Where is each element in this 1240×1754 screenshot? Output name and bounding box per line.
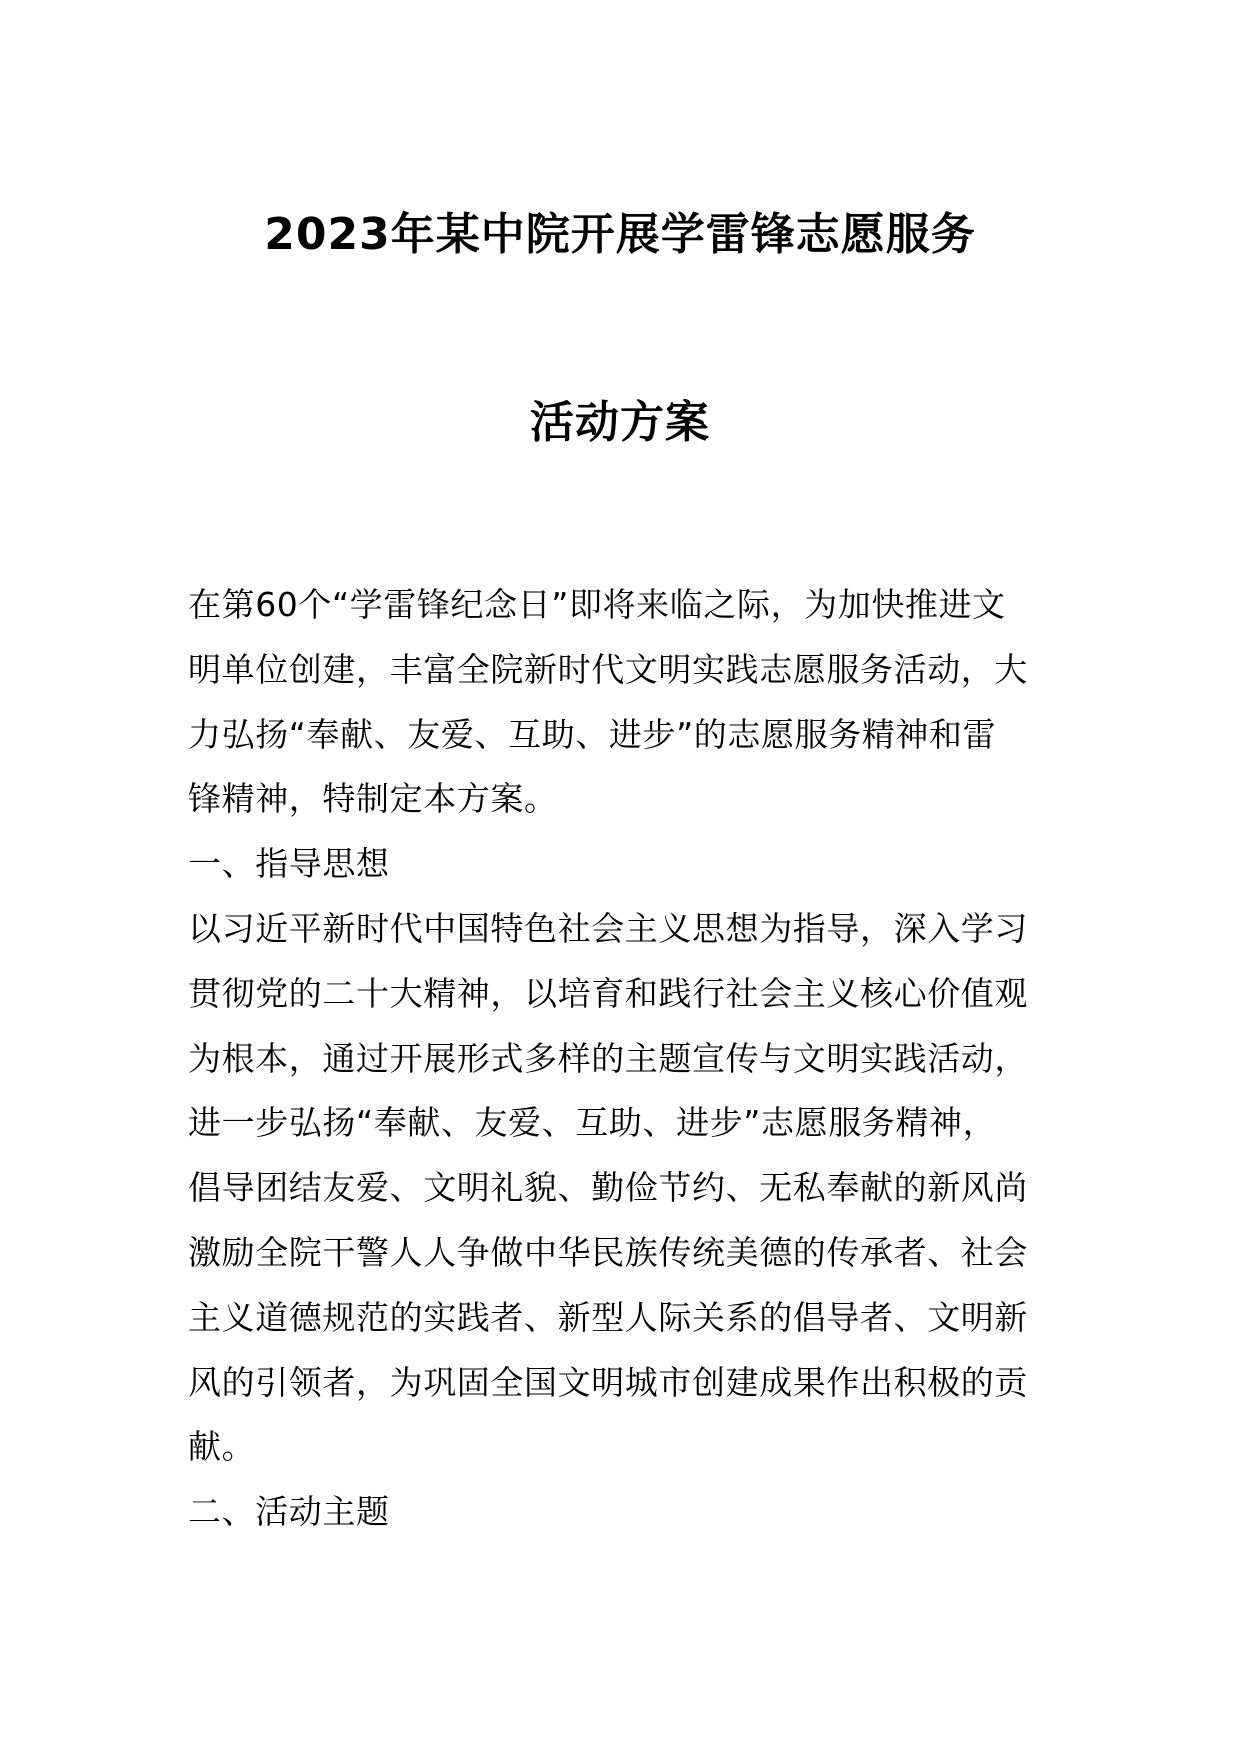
- body-line: 进一步弘扬“奉献、友爱、互助、进步”志愿服务精神，: [188, 1103, 997, 1143]
- body-line: 明单位创建，丰富全院新时代文明实践志愿服务活动，大: [188, 649, 1028, 689]
- body-line: 力弘扬“奉献、友爱、互助、进步”的志愿服务精神和雷: [188, 714, 997, 754]
- body-line: 风的引领者，为巩固全国文明城市创建成果作出积极的贡: [188, 1362, 1028, 1402]
- body-line: 以习近平新时代中国特色社会主义思想为指导，深入学习: [188, 908, 1028, 948]
- section-heading-activity-theme: 二、活动主题: [188, 1492, 390, 1532]
- body-line: 倡导团结友爱、文明礼貌、勤俭节约、无私奉献的新风尚: [188, 1168, 1028, 1208]
- body-line: 在第60个“学雷锋纪念日”即将来临之际，为加快推进文: [188, 585, 1006, 624]
- document-body: [188, 573, 1058, 1545]
- document-title-line-2: 活动方案: [530, 397, 710, 448]
- body-line: 锋精神，特制定本方案。: [188, 779, 558, 819]
- body-line: 献。: [188, 1427, 256, 1467]
- body-line: 激励全院干警人人争做中华民族传统美德的传承者、社会: [188, 1232, 1028, 1272]
- document-title-line-1: 2023年某中院开展学雷锋志愿服务: [264, 209, 976, 260]
- section-heading-guiding-ideology: 一、指导思想: [188, 844, 390, 884]
- body-line: 为根本，通过开展形式多样的主题宣传与文明实践活动，: [188, 1038, 1028, 1078]
- body-line: 贯彻党的二十大精神，以培育和践行社会主义核心价值观: [188, 973, 1028, 1013]
- body-line: 主义道德规范的实践者、新型人际关系的倡导者、文明新: [188, 1297, 1028, 1337]
